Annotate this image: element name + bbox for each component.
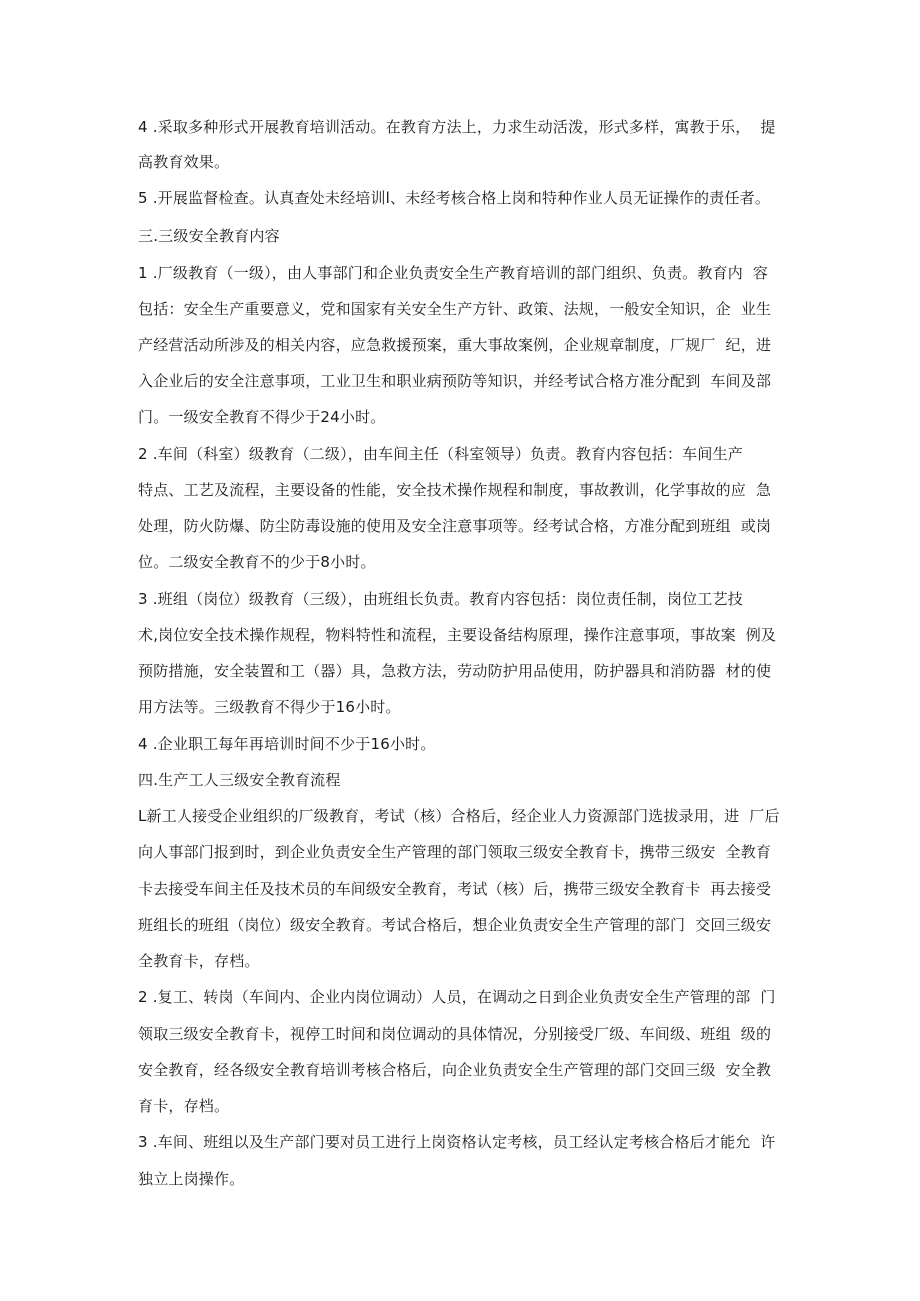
text-line: 卡去接受车间主任及技术员的车间级安全教育，考试（核）后，携带三级安全教育卡 再去接受 <box>138 880 772 898</box>
text-line: 育卡，存档。 <box>138 1097 230 1115</box>
text-line: 位。二级安全教育不的少于8小时。 <box>138 553 376 571</box>
text-line: 产经营活动所涉及的相关内容，应急救援预案，重大事故案例，企业规章制度，厂规厂 纪，进 <box>138 336 772 354</box>
text-line: 处理，防火防爆、防尘防毒设施的使用及安全注意事项等。经考试合格，方准分配到班组 或岗 <box>138 517 772 535</box>
text-line: 班组长的班组（岗位）级安全教育。考试合格后，想企业负责安全生产管理的部门 交回三级安 <box>138 916 772 934</box>
text-line: 独立上岗操作。 <box>138 1170 245 1188</box>
text-line: 预防措施，安全装置和工（器）具，急救方法，劳动防护用品使用，防护器具和消防器 材的使 <box>138 662 772 680</box>
text-line: 4 .采取多种形式开展教育培训活动。在教育方法上，力求生动活泼，形式多样，寓教于乐， 提 <box>138 118 776 136</box>
text-line: 2 .复工、转岗（车间内、企业内岗位调动）人员，在调动之日到企业负责安全生产管理的部 门 <box>138 988 776 1006</box>
text-line: 5 .开展监督检查。认真查处未经培训l、未经考核合格上岗和特种作业人员无证操作的责任者。 <box>138 189 771 207</box>
text-line: 3 .班组（岗位）级教育（三级），由班组长负责。教育内容包括：岗位责任制，岗位工艺技 <box>138 590 743 608</box>
section-heading: 三.三级安全教育内容 <box>138 227 280 245</box>
text-line: 包括：安全生产重要意义，党和国家有关安全生产方针、政策、法规，一般安全知识，企 业生 <box>138 300 772 318</box>
text-line: 1 .厂级教育（一级），由人事部门和企业负责安全生产教育培训的部门组织、负责。教育内 容 <box>138 264 769 282</box>
text-line: 全教育卡，存档。 <box>138 952 260 970</box>
text-line: 2 .车间（科室）级教育（二级），由车间主任（科室领导）负责。教育内容包括：车间生产 <box>138 445 743 463</box>
text-line: 4 .企业职工每年再培训时间不少于16小时。 <box>138 735 436 753</box>
text-line: 门。一级安全教育不得少于24小时。 <box>138 408 386 426</box>
text-line: 高教育效果。 <box>138 153 230 171</box>
text-line: 特点、工艺及流程，主要设备的性能，安全技术操作规程和制度，事故教训，化学事故的应 急 <box>138 481 772 499</box>
text-line: 3 .车间、班组以及生产部门要对员工进行上岗资格认定考核，员工经认定考核合格后才能允 许 <box>138 1133 776 1151</box>
text-line: 向人事部门报到时，到企业负责安全生产管理的部门领取三级安全教育卡，携带三级安 全教育 <box>138 843 772 861</box>
text-line: L新工人接受企业组织的厂级教育，考试（核）合格后，经企业人力资源部门选拔录用，进 厂后 <box>138 807 780 825</box>
text-line: 领取三级安全教育卡，视停工时间和岗位调动的具体情况，分别接受厂级、车间级、班组 级的 <box>138 1025 772 1043</box>
text-line: 用方法等。三级教育不得少于16小时。 <box>138 698 401 716</box>
text-line: 术,岗位安全技术操作规程，物料特性和流程，主要设备结构原理，操作注意事项，事故案 例及 <box>138 626 777 644</box>
text-line: 安全教育，经各级安全教育培训考核合格后，向企业负责安全生产管理的部门交回三级 安全教 <box>138 1061 772 1079</box>
section-heading: 四.生产工人三级安全教育流程 <box>138 771 341 789</box>
text-line: 入企业后的安全注意事项，工业卫生和职业病预防等知识，并经考试合格方准分配到 车间及部 <box>138 372 772 390</box>
